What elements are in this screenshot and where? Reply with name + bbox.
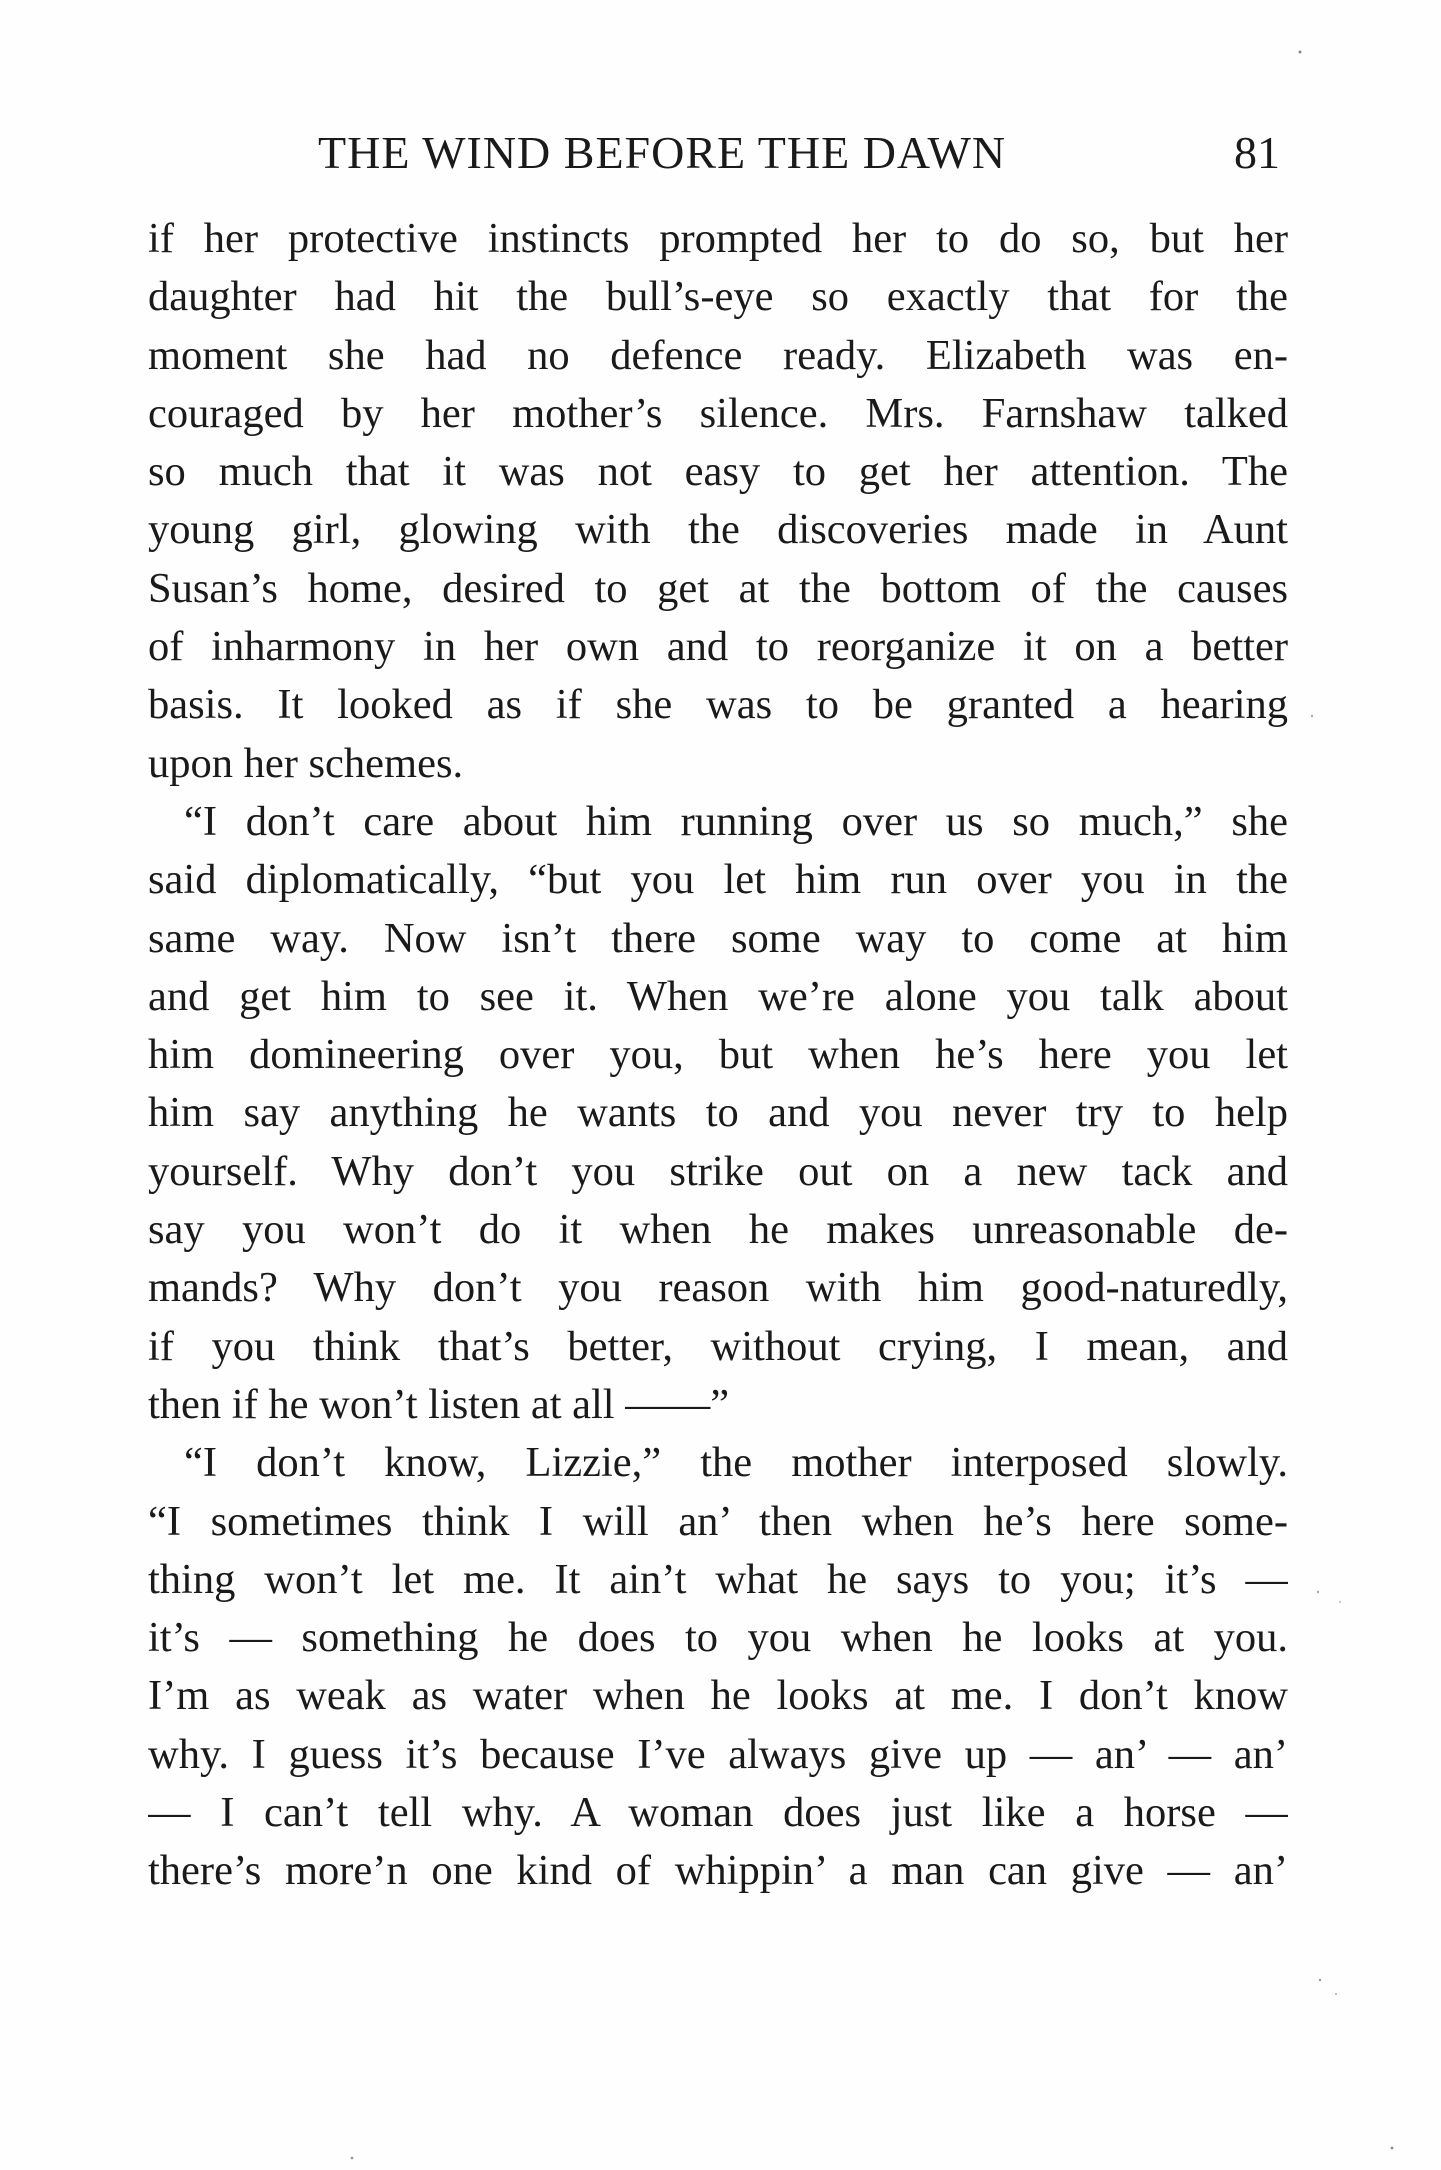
text-line: “I sometimes think I will an’ then when he’s here some-: [148, 1497, 1288, 1545]
page-number: 81: [1234, 127, 1280, 178]
text-line: same way. Now isn’t there some way to come at him: [148, 914, 1288, 962]
text-line: it’s — something he does to you when he looks at you.: [148, 1614, 1288, 1662]
text-line: if you think that’s better, without crying, I mean, and: [148, 1322, 1288, 1370]
text-line: if her protective instincts prompted her to do so, but her: [148, 215, 1288, 262]
running-title: THE WIND BEFORE THE DAWN: [318, 127, 1007, 178]
paragraph-2: [148, 793, 1288, 1434]
text-line: thing won’t let me. It ain’t what he says to you; it’s —: [148, 1555, 1288, 1603]
text-line: yourself. Why don’t you strike out on a new tack and: [148, 1147, 1288, 1195]
text-line: upon her schemes.: [148, 739, 464, 787]
text-line: young girl, glowing with the discoveries made in Aunt: [148, 506, 1288, 554]
text-line: him domineering over you, but when he’s here you let: [148, 1031, 1288, 1079]
text-line: Susan’s home, desired to get at the bottom of the causes: [148, 564, 1288, 612]
text-line: say you won’t do it when he makes unreasonable de-: [148, 1206, 1288, 1254]
text-line: so much that it was not easy to get her attention. The: [148, 448, 1288, 496]
text-line: — I can’t tell why. A woman does just like a horse —: [148, 1789, 1288, 1837]
text-line: daughter had hit the bull’s-eye so exactly that for the: [148, 273, 1288, 321]
text-line: there’s more’n one kind of whippin’ a man can give — an’: [148, 1847, 1288, 1895]
text-line: then if he won’t listen at all ——”: [148, 1380, 730, 1428]
running-head: [148, 126, 1288, 186]
paragraph-1: [148, 210, 1288, 793]
text-line: basis. It looked as if she was to be granted a hearing: [148, 681, 1288, 729]
text-line: “I don’t care about him running over us so much,” she: [184, 797, 1288, 845]
text-line: and get him to see it. When we’re alone you talk about: [148, 972, 1288, 1020]
text-line: moment she had no defence ready. Elizabeth was en-: [148, 331, 1288, 379]
text-line: mands? Why don’t you reason with him good-naturedly,: [148, 1264, 1288, 1312]
text-line: “I don’t know, Lizzie,” the mother interposed slowly.: [184, 1439, 1288, 1487]
text-line: I’m as weak as water when he looks at me. I don’t know: [148, 1672, 1288, 1720]
text-line: him say anything he wants to and you never try to help: [148, 1089, 1288, 1137]
paragraph-3: [148, 1434, 1288, 1900]
body-text: [148, 210, 1288, 1901]
text-line: said diplomatically, “but you let him run over you in the: [148, 856, 1288, 904]
text-line: why. I guess it’s because I’ve always give up — an’ — an’: [148, 1730, 1288, 1778]
text-line: couraged by her mother’s silence. Mrs. Farnshaw talked: [148, 389, 1288, 437]
text-line: of inharmony in her own and to reorganize it on a better: [148, 623, 1288, 671]
